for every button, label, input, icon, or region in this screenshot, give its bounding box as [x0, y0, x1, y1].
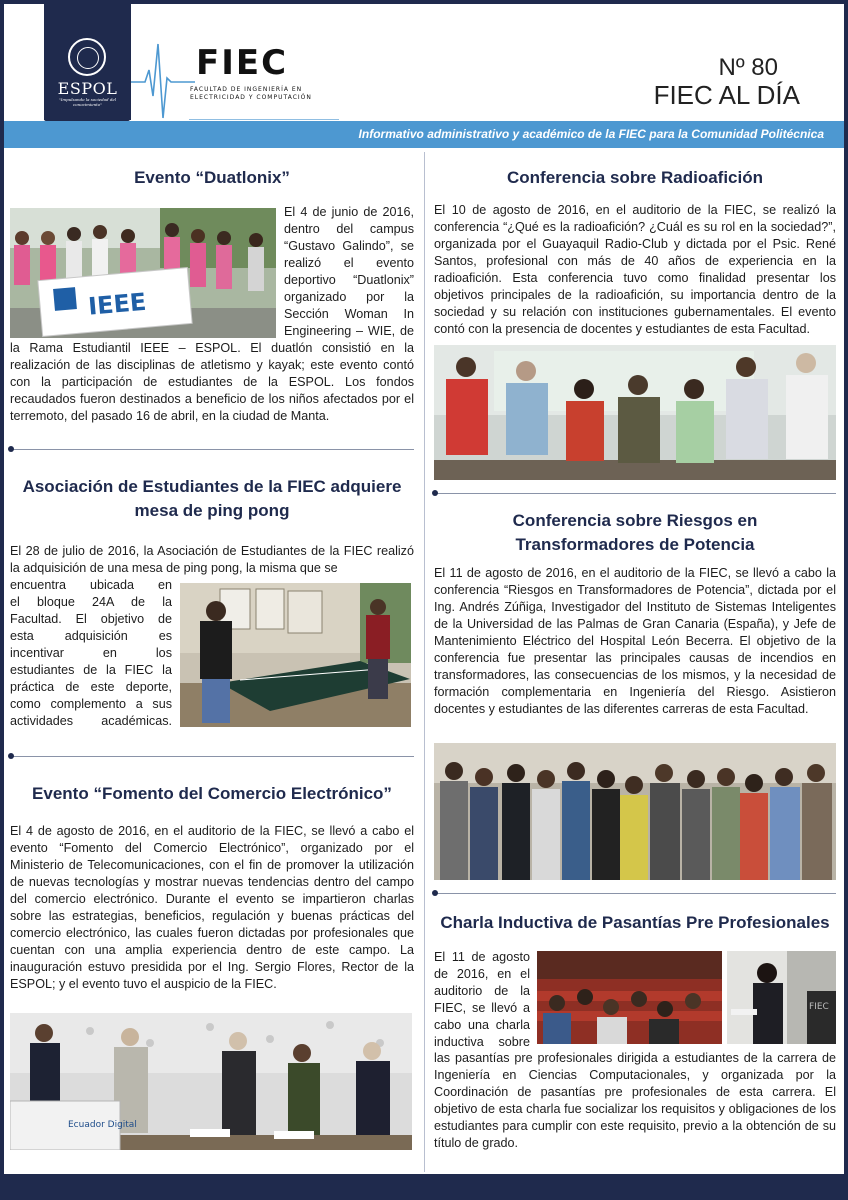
- duatlonix-text-side: [284, 204, 414, 340]
- section-separator: [434, 493, 836, 494]
- issue-number: Nº 80: [718, 54, 778, 81]
- espol-motto: "Impulsando la sociedad del conocimiento": [58, 97, 117, 107]
- riesgos-title-line2: Transformadores de Potencia: [515, 535, 755, 554]
- pingpong-title-line1: Asociación de Estudiantes de la FIEC adquiere: [22, 477, 402, 496]
- pasantias-photo-audience: [537, 951, 722, 1044]
- duatlonix-line: Engineering – WIE, de: [284, 324, 414, 338]
- section-separator: [434, 893, 836, 894]
- pasantias-line: FIEC, se llevó a: [434, 1001, 530, 1015]
- duatlonix-photo: [10, 208, 276, 338]
- pingpong-text: El 28 de julio de 2016, la Asociación de Estudiantes de la FIEC realizó la adquisición de una mesa de ping pong, la misma que se: [10, 544, 414, 575]
- riesgos-photo: [434, 743, 836, 880]
- pingpong-line: incentivar en los: [10, 646, 172, 660]
- pasantias-text: las pasantías pre profesionales dirigida a estudiantes de la carrera de Ingeniería en Ciencias Computacionales, y organizada por la Coordinación de pasantías pre profesionales de esta carrera. El objetivo de esta charla fue socializar los requisitos y obligaciones de los estudiantes para cumplir con este requisito, previo a la obtención de su título de grado.: [434, 1051, 836, 1150]
- riesgos-title: [434, 509, 836, 557]
- comercio-photo: [10, 1013, 412, 1150]
- fiec-logo: FIEC: [196, 43, 289, 83]
- pingpong-title: [10, 475, 414, 523]
- section-separator: [10, 449, 414, 450]
- pasantias-line: de 2016, en el: [434, 967, 530, 981]
- pingpong-line: estudiantes de la FIEC la: [10, 663, 172, 677]
- fiec-logo-subtitle: [190, 86, 312, 102]
- pingpong-line: Facultad. El objetivo de: [10, 612, 172, 626]
- pingpong-line: práctica de este deporte,: [10, 680, 172, 694]
- pasantias-line: El 11 de agosto: [434, 950, 530, 964]
- duatlonix-line: dentro del campus: [284, 222, 414, 236]
- duatlonix-line: Sección Woman In: [284, 307, 414, 321]
- page-frame-right: [844, 0, 848, 1200]
- duatlonix-line: El 4 de junio de 2016,: [284, 205, 414, 219]
- riesgos-title-line1: Conferencia sobre Riesgos en: [512, 511, 758, 530]
- fiec-sub-line2: ELECTRICIDAD Y COMPUTACIÓN: [190, 94, 312, 101]
- page-frame-bottom: [0, 1174, 848, 1200]
- pingpong-photo: [180, 583, 411, 727]
- duatlonix-line: organizado por la: [284, 290, 414, 304]
- pasantias-text-side: [434, 949, 530, 1051]
- lectern-text: FIEC: [809, 1002, 829, 1012]
- pingpong-line: encuentra ubicada en: [10, 578, 172, 592]
- pingpong-line: el bloque 24A de la: [10, 595, 172, 609]
- espol-logo-text: ESPOL: [57, 79, 118, 98]
- espol-seal-icon: [68, 38, 106, 76]
- radio-title: Conferencia sobre Radioafición: [507, 168, 763, 187]
- riesgos-text: El 11 de agosto de 2016, en el auditorio de la FIEC, se llevó a cabo la conferencia “Riesgos en Transformadores de Potencia”, dictada por el Ing. Andrés Zúñiga, Investigador del Instituto de Sistemas Inteligentes de la Universidad de las Palmas de Gran Canaria (España), y Jefe de Mantenimiento Eléctrico del Hospital León Becerra. El objetivo de la conferencia fue presentar las principales causas de incendios en transformadores, las consecuencias de los mismos, y la necesidad de formación complementaria en Ingeniería del Riesgo. Asistieron docentes y estudiantes de las diferentes carreras de esta Facultad.: [434, 566, 836, 716]
- pasantias-line: cabo una charla: [434, 1018, 530, 1032]
- pasantias-photo-speaker: [727, 951, 836, 1044]
- pingpong-line: actividades académicas.: [10, 714, 172, 728]
- radio-text: El 10 de agosto de 2016, en el auditorio de la FIEC, se realizó la conferencia “¿Qué es la radioafición? ¿Cuál es su rol en la sociedad?”, organizada por el Guayaquil Radio-Club y dictada por el Psic. René Santos, profesional con más de 40 años de experiencia en la radioafición. Esta conferencia tuvo como finalidad presentar los objetivos principales de la radioafición, su importancia dentro de la sociedad y su relación con instituciones gubernamentales. El evento contó con la presencia de docentes y estudiantes de esta Facultad.: [434, 203, 836, 336]
- radio-photo: [434, 345, 836, 480]
- issue-title: FIEC AL DÍA: [653, 80, 800, 110]
- pingpong-title-line2: mesa de ping pong: [134, 501, 290, 520]
- duatlonix-text: la Rama Estudiantil IEEE – ESPOL. El duatlón consistió en la realización de las disciplinas de atletismo y kayak; este evento contó con la participación de estudiantes de la ESPOL. Los fondos recaudados fueron destinados a beneficio de los niños afectados por el terremoto, del pasado 16 de abril, en la ciudad de Manta.: [10, 341, 414, 423]
- fiec-sub-line1: FACULTAD DE INGENIERÍA EN: [190, 86, 303, 93]
- duatlonix-line: deportivo “Duatlonix”: [284, 273, 414, 287]
- pasantias-title: Charla Inductiva de Pasantías Pre Profesionales: [440, 913, 830, 932]
- podium-text: Ecuador Digital: [68, 1120, 137, 1130]
- pingpong-text-side: [10, 577, 172, 730]
- duatlonix-line: “Gustavo Galindo”, se: [284, 239, 414, 253]
- duatlonix-line: realizó el evento: [284, 256, 414, 270]
- page-frame-left: [0, 0, 4, 1200]
- ieee-banner-text: IEEE: [87, 287, 148, 321]
- pasantias-line: inductiva sobre: [434, 1035, 530, 1049]
- section-separator: [10, 756, 414, 757]
- tagline: Informativo administrativo y académico de la FIEC para la Comunidad Politécnica: [358, 127, 824, 141]
- comercio-text: El 4 de agosto de 2016, en el auditorio de la FIEC, se llevó a cabo el evento “Fomento del Comercio Electrónico”, organizado por el Ministerio de Telecomunicaciones, con el fin de promover la utilización de nuevas tecnologías y mostrar nuevas tendencias dentro del campo del comercio electrónico. Durante el evento se impartieron charlas sobre las estrategias, beneficios, regulación y buenas prácticas del comercio electrónico, las cuales fueron dictadas por profesionales que cuentan con una amplia experiencia dentro de este campo. La inauguración estuvo presidida por el Ing. Sergio Flores, Rector de la ESPOL; y el evento tuvo el auspicio de la FIEC.: [10, 824, 414, 991]
- pasantias-line: auditorio de la: [434, 984, 530, 998]
- comercio-title: Evento “Fomento del Comercio Electrónico”: [32, 784, 392, 803]
- column-divider: [424, 152, 425, 1172]
- pingpong-line: esta adquisición es: [10, 629, 172, 643]
- duatlonix-title: Evento “Duatlonix”: [134, 168, 290, 187]
- pingpong-line: como complemento a sus: [10, 697, 172, 711]
